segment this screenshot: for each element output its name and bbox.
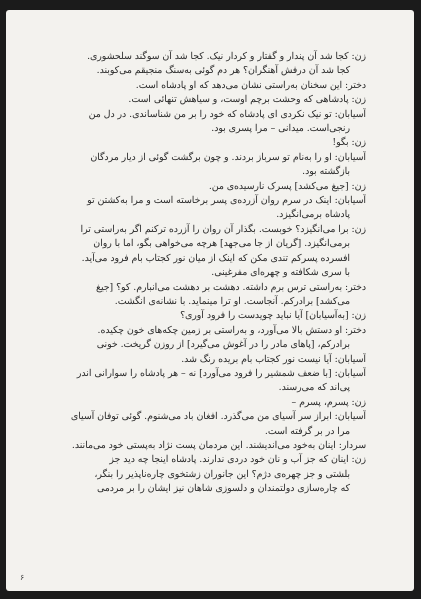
dialogue-continuation-line: برمی‌انگیزد. [گریان از جا می‌جهد] هرچه می‌خواهی بگو، اما با روان (93, 238, 350, 250)
dialogue-line: آسیابان: تو نیک نکردی ای پادشاه که خود را بر من شناساندی. در دل من (88, 108, 366, 120)
dialogue-line: زن: پسرم، پسرم – (291, 396, 366, 408)
dialogue-line: آسیابان: [با ضعف شمشیر را فرود می‌آورد] نه – هر پادشاه را سوارانی اندر (76, 367, 366, 379)
dialogue-line: آسیابان: آیا نیست نور کجتاب بام بریده رنگ شد. (181, 353, 366, 365)
book-page (6, 10, 414, 591)
dialogue-continuation-line: که چاره‌سازی دولتمندان و دلسوزی شاهان نیز ایشان را بر مردمی (97, 483, 350, 495)
dialogue-line: زن: کجا شد آن پندار و گفتار و کردار نیک. کجا شد آن سوگند سلحشوری. (87, 51, 366, 62)
dialogue-line: زن: [به‌آسیابان] آیا نباید چویدست را فرود آوری؟ (180, 310, 366, 322)
dialogue-line: دختر: او دستش بالا می‌آورد، و به‌راستی بر زمین چکه‌های خون چکیده. (97, 324, 366, 336)
dialogue-line: زن: برا می‌انگیزد؟ خوبست. بگذار آن روان را آزرده ترکنم اگر به‌راستی ترا (80, 223, 366, 235)
dialogue-line: سردار: اینان به‌خود می‌اندیشند. این مردمان پست نژاد به‌پستی خود می‌مانند. (71, 439, 366, 451)
play-dialogue-text (58, 50, 366, 497)
dialogue-line: آسیابان: ابراز سر آسیای من می‌گذرد. افغان باد می‌شنوم. گوئی توفان آسیای (70, 411, 366, 423)
dialogue-continuation-line: افسرده پسرکم تندی مکن که اینک از میان نور کجتاب بام فرود می‌آید. (81, 252, 350, 264)
page-number: ۶ (20, 573, 25, 582)
dialogue-line: زن: اینان که جز آب و نان خود دردی ندارند. پادشاه اینجا چه دید جز (109, 454, 366, 466)
dialogue-continuation-line: برادرکم، [پاهای مادر را در آغوش می‌گیرد] از روزن گریخت. خونی (96, 339, 350, 351)
dialogue-line: زن: [جیغ می‌کشد] پسرک نارسیده‌ی من. (208, 180, 366, 192)
dialogue-continuation-line: مرا در بر گرفته است. (264, 425, 350, 437)
dialogue-continuation-line: پادشاه برمی‌انگیزد. (276, 209, 350, 221)
dialogue-line: زن: بگو! (332, 137, 366, 149)
dialogue-continuation-line: پی‌اند که می‌رسند. (278, 382, 350, 394)
dialogue-continuation-line: رنجی‌است. میدانی – مرا پسری بود. (211, 123, 350, 135)
dialogue-line: آسیابان: او را به‌نام تو سرباز بردند. و چون برگشت گوئی از دیار مردگان (90, 151, 366, 163)
dialogue-line: آسیابان: اینک در سرم روان آزرده‌ی پسر برخاسته است و مرا به‌کشتن تو (87, 195, 366, 207)
dialogue-continuation-line: بازگشته بود. (302, 166, 350, 178)
dialogue-line: دختر: این سخنان به‌راستی نشان می‌دهد که او پادشاه است. (135, 79, 366, 91)
dialogue-line: دختر: به‌راستی ترس برم داشته. دهشت بر دهشت می‌انبارم. کو؟ [جیغ (96, 281, 366, 293)
dialogue-continuation-line: می‌کشد] برادرکم. آنجاست. او ترا مینماید. با نشانه‌ی انگشت. (114, 295, 350, 307)
dialogue-line: زن: پادشاهی که وحشت برچم اوست، و سیاهش تنهائی است. (128, 94, 366, 106)
dialogue-continuation-line: بلشتی و جز چهره‌ی دژم؟ این جانوران زشتخوی چاره‌ناپذیر را بنگر، (94, 468, 350, 480)
dialogue-continuation-line: با سری شکافته و چهره‌ای مفرغینی. (211, 267, 350, 279)
dialogue-continuation-line: کجا شد آن درفش آهنگران؟ هر دم گوئی به‌سنگ منجیقم می‌کوبند. (96, 65, 350, 77)
